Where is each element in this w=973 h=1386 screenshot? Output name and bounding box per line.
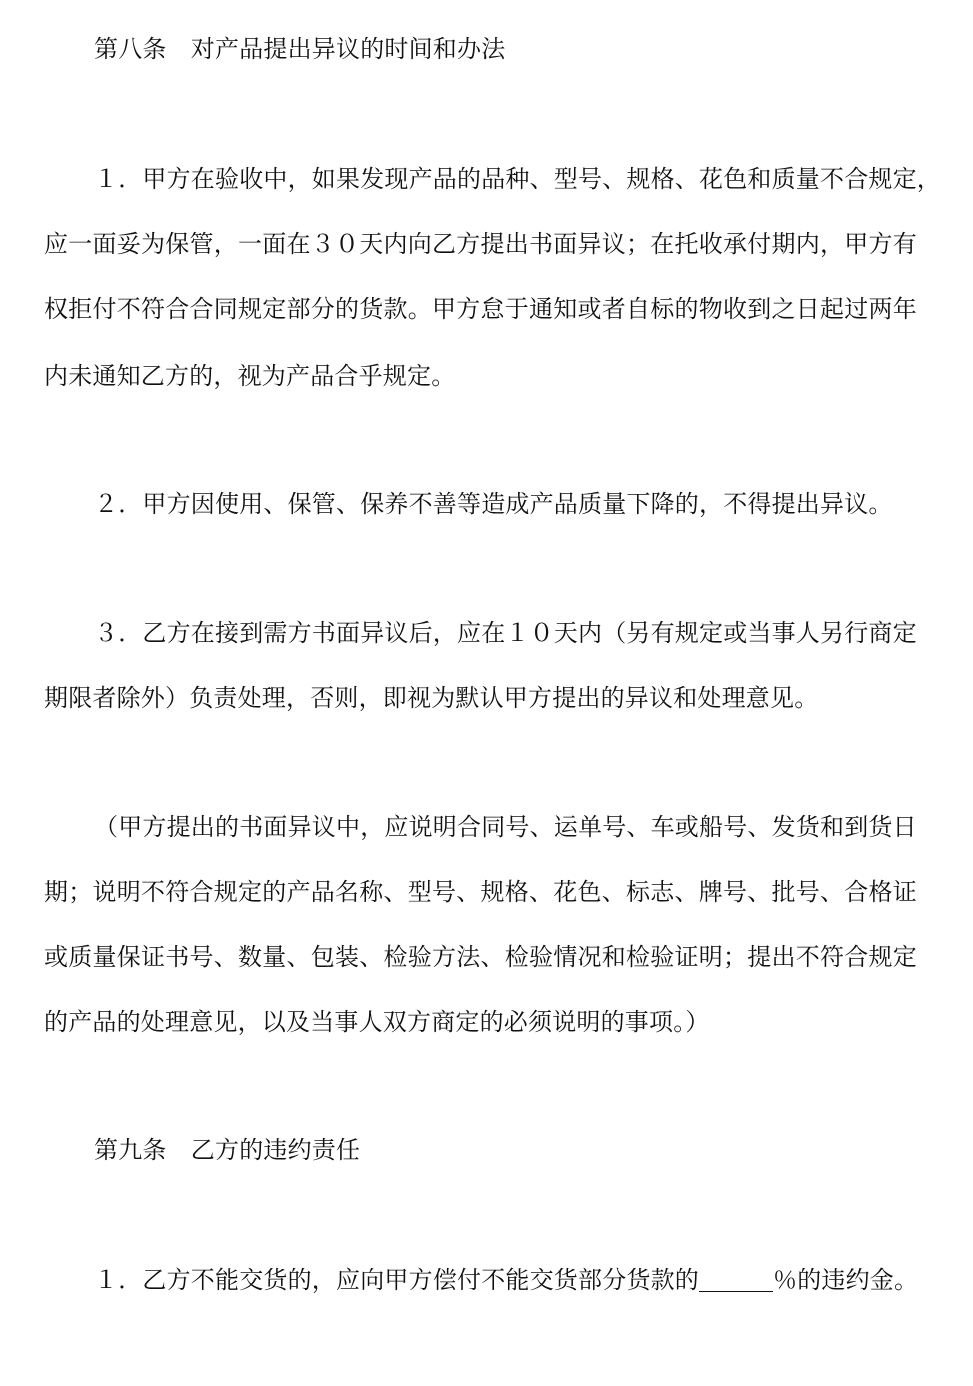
article8-note-line4: 的产品的处理意见，以及当事人双方商定的必须说明的事项。） bbox=[44, 1008, 710, 1036]
article8-note-line2: 期；说明不符合规定的产品名称、型号、规格、花色、标志、牌号、批号、合格证 bbox=[44, 878, 917, 906]
article8-clause2-line1: ２．甲方因使用、保管、保养不善等造成产品质量下降的，不得提出异议。 bbox=[94, 490, 893, 518]
article8-note-line1: （甲方提出的书面异议中，应说明合同号、运单号、车或船号、发货和到货日 bbox=[94, 813, 917, 841]
article8-heading: 第八条 对产品提出异议的时间和办法 bbox=[94, 35, 506, 63]
article9-heading: 第九条 乙方的违约责任 bbox=[94, 1136, 361, 1164]
article8-clause1-line2: 应一面妥为保管，一面在３０天内向乙方提出书面异议；在托收承付期内，甲方有 bbox=[44, 230, 917, 258]
article9-clause1 bbox=[94, 1265, 954, 1295]
penalty-percent-blank bbox=[699, 1269, 773, 1292]
article8-note-line3: 或质量保证书号、数量、包装、检验方法、检验情况和检验证明；提出不符合规定 bbox=[44, 943, 917, 971]
article8-clause1-line4: 内未通知乙方的，视为产品合乎规定。 bbox=[44, 362, 456, 390]
article9-clause1-text-after: ％的违约金。 bbox=[773, 1266, 919, 1294]
article8-clause1-line3: 权拒付不符合合同规定部分的货款。甲方怠于通知或者自标的物收到之日起过两年 bbox=[44, 295, 917, 323]
article8-clause1-line1: １．甲方在验收中，如果发现产品的品种、型号、规格、花色和质量不合规定， bbox=[94, 165, 941, 193]
article8-clause3-line2: 期限者除外）负责处理，否则，即视为默认甲方提出的异议和处理意见。 bbox=[44, 684, 819, 712]
article8-clause3-line1: ３．乙方在接到需方书面异议后，应在１０天内（另有规定或当事人另行商定 bbox=[94, 619, 917, 647]
article9-clause1-text-before: １．乙方不能交货的，应向甲方偿付不能交货部分货款的 bbox=[94, 1266, 699, 1294]
